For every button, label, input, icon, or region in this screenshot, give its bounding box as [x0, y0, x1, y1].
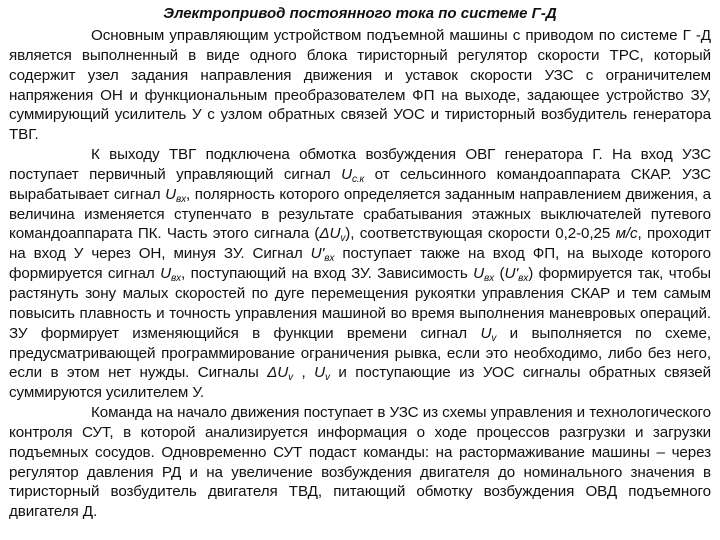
subscript-text: с.к	[351, 173, 365, 185]
text-run: и поступающие из УОС сигналы обратных связей суммируются усилителем У.	[9, 364, 712, 402]
text-run: (	[494, 265, 505, 283]
text-run: от сельсинного командоаппарата СКАР. УЗС вырабатывает сигнал	[9, 165, 711, 203]
subscript-text: v	[288, 372, 294, 384]
text-run: , поступающий на вход ЗУ. Зависимость	[181, 265, 474, 283]
text-run: К выходу ТВГ подключена обмотка возбуждения ОВГ генератора Г. На вход УЗС поступает первичный управляющий сигнал	[9, 146, 711, 183]
italic-symbol: U	[160, 265, 171, 283]
text-run: Основным управляющим устройством подъемной машины с приводом по системе Г -Д является выполненный в виде одного блока тиристорный регулятор скорости ТРС, который содержит узел задания направления движения и уставок скорости УЗС с ограничителем напряжения ОН и функциональным преобразователем ФП на выходе, задающее устройство ЗУ, суммирующий усилитель У с узлом обратных связей УОС и тиристорный возбудитель генератора ТВГ.	[9, 27, 711, 144]
paragraph-3	[9, 403, 711, 522]
text-run: , проходит на вход У через ОН, минуя ЗУ. Сигнал	[9, 225, 711, 263]
italic-symbol: U'	[310, 245, 325, 263]
italic-symbol: U	[341, 165, 352, 183]
subscript-text: v	[340, 233, 346, 245]
subscript-text: v	[491, 332, 497, 344]
italic-symbol: U	[314, 364, 325, 382]
subscript-text: вх	[175, 193, 187, 205]
italic-symbol: ΔU	[267, 364, 289, 382]
italic-symbol: U	[473, 265, 485, 283]
text-run: , полярность которого определяется заданным направлением движения, а величина изменяется ступенчато в результате срабатывания этажных выключателей путевого командоаппарата ПК. Часть этого сигнала (	[9, 185, 711, 243]
italic-symbol: U	[165, 185, 176, 203]
text-run: ), соответствующая скорости 0,2-0,25	[345, 225, 616, 243]
text-run: поступает также на вход ФП, на выходе которого формируется сигнал	[9, 245, 711, 283]
subscript-text: v	[324, 372, 330, 384]
subscript-text: вх	[484, 273, 495, 285]
text-run: ,	[293, 364, 315, 382]
italic-symbol: м/с	[615, 225, 638, 243]
paragraph-2	[9, 145, 711, 403]
italic-symbol: U'	[504, 265, 519, 283]
text-run: ) формируется так, чтобы растянуть зону малых скоростей по дуге перемещения рукоятки управления СКАР и тем самым повысить плавность и точность управления машиной во время выполнения маневровых операций. ЗУ формирует изменяющийся в функции времени сигнал	[9, 265, 711, 342]
subscript-text: вх	[324, 253, 335, 265]
subscript-text: вх	[171, 273, 182, 285]
document-title: Электропривод постоянного тока по системе Г-Д	[163, 5, 557, 22]
paragraph-1	[9, 26, 711, 145]
text-run: и выполняется по схеме, предусматривающей программирование ограничения рывка, если это необходимо, либо без него, если в этом нет нужды. Сигналы	[9, 324, 711, 382]
italic-symbol: ΔU	[319, 225, 341, 243]
text-run: Команда на начало движения поступает в УЗС из схемы управления и технологического контроля СУТ, в которой анализируется информация о ходе процессов разгрузки и загрузки подъемных сосудов. Одновременно СУТ подаст команды: на растормаживание машины – через регулятор давления РД и на увеличение возбуждения двигателя до номинального значения в тиристорный возбудитель двигателя ТВД, питающий обмотку возбуждения ОВД подъемного двигателя Д.	[9, 404, 711, 521]
subscript-text: вх	[518, 273, 529, 285]
italic-symbol: U	[480, 324, 492, 342]
